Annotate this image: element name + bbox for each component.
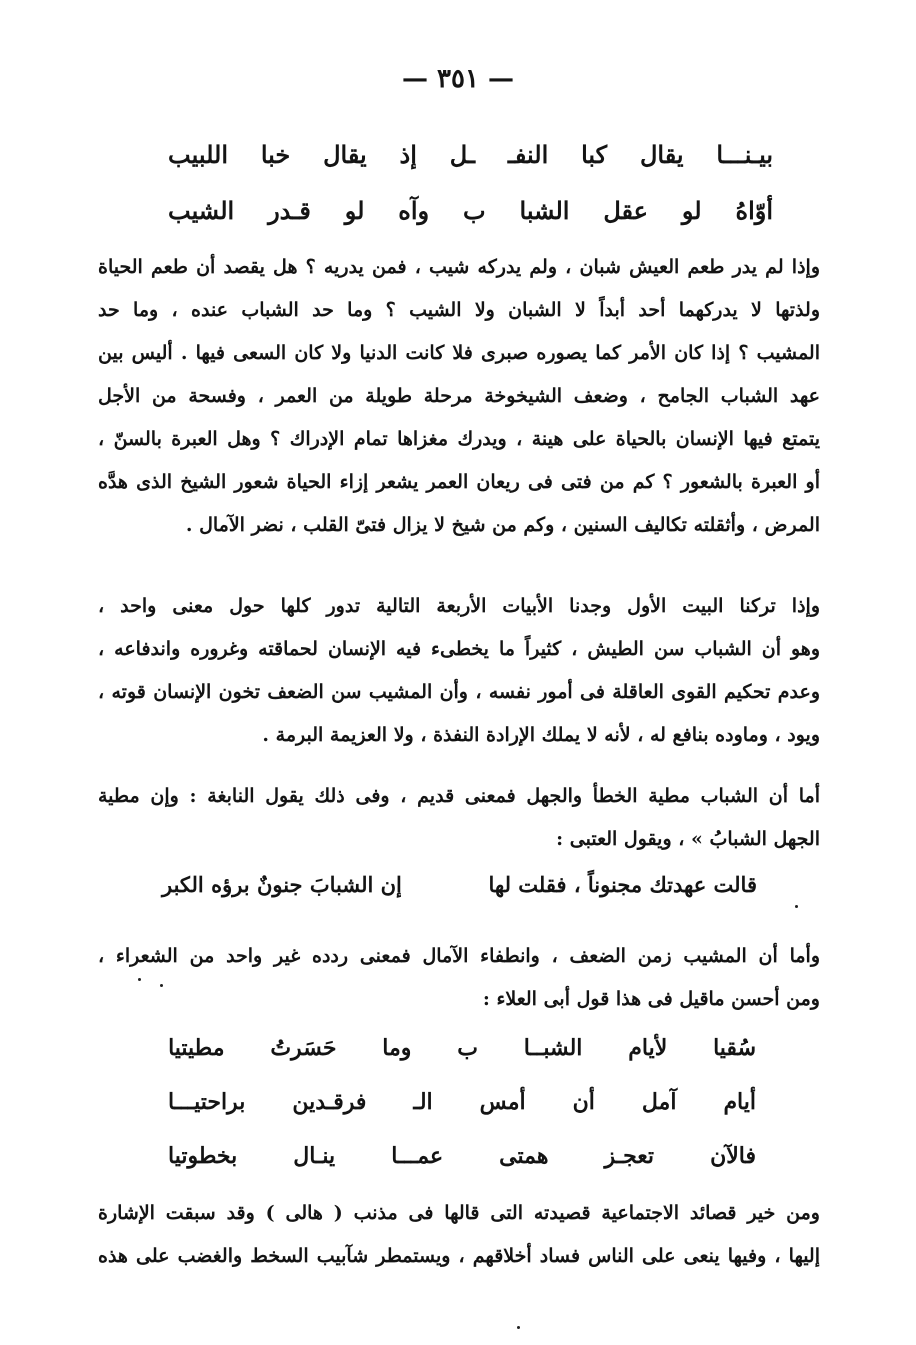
text-line: ومن أحسن ماقيل فى هذا قول أبى العلاء : <box>482 988 820 1010</box>
verse-word: سُقيا <box>713 1035 756 1061</box>
verse-word: عقل <box>603 196 648 225</box>
paragraph-2 <box>98 585 820 757</box>
verse-word: براحتيـــا <box>168 1089 246 1115</box>
verse-word: يقال <box>639 140 684 169</box>
verse-word: أيام <box>723 1089 756 1115</box>
text-line: ومن خير قصائد الاجتماعية قصيدته التى قالها فى مذنب ( هالى ) وقد سبقت الإشارة <box>98 1202 820 1224</box>
verse-word: إذ <box>399 140 417 169</box>
paragraph-4 <box>98 935 820 1021</box>
verse-word: بخطوتيا <box>168 1143 238 1169</box>
verse-hemistich: إن الشبابَ جنونٌ برؤه الكبر <box>162 872 402 897</box>
verse-word: خبا <box>260 140 291 169</box>
verse-word: عمـــا <box>391 1143 444 1169</box>
verse-word: وآه <box>398 196 430 225</box>
text-line: وهو أن الشباب سن الطيش ، كثيراً ما يخطىء فيه الإنسان لحماقته وغروره واندفاعه ، <box>98 638 820 660</box>
text-line: ولذتها لا يدركهما أحد أبداً لا الشبان ولا الشيب ؟ وما حد الشباب عنده ، وما حد <box>98 299 820 321</box>
verse-word: تعجـز <box>604 1143 655 1169</box>
verse-word: مطيتيا <box>168 1035 225 1061</box>
verse-word: الشبــا <box>523 1035 583 1061</box>
text-line: وعدم تحكيم القوى العاقلة فى أمور نفسه ، وأن المشيب سن الضعف تخون الإنسان قوته ، <box>98 681 820 703</box>
verse-word: اللبيب <box>168 140 228 169</box>
text-line: أما أن الشباب مطية الخطأ والجهل فمعنى قديم ، وفى ذلك يقول النابغة : وإن مطية <box>98 785 820 807</box>
verse-word: لو <box>344 196 365 225</box>
text-line: المشيب ؟ إذا كان الأمر كما يصوره صبرى فلا كانت الدنيا ولا كان السعى فيها . أليس بين <box>98 342 820 364</box>
verse-word: لو <box>681 196 702 225</box>
verse-word: كبا <box>581 140 608 169</box>
text-line: عهد الشباب الجامح ، وضعف الشيخوخة مرحلة طويلة من العمر ، وفسحة من الأجل <box>98 385 820 407</box>
verse-word: فالآن <box>710 1143 756 1169</box>
verse-word: حَسَرتُ <box>270 1035 337 1061</box>
print-speck <box>160 984 163 987</box>
verse-line-2 <box>168 196 773 225</box>
text-line: وإذا لم يدر طعم العيش شبان ، ولم يدركه شيب ، فمن يدريه ؟ هل يقصد أن طعم الحياة <box>98 256 820 278</box>
text-line: يتمتع فيها الإنسان بالحياة على هينة ، ويدرك مغزاها تمام الإدراك ؟ وهل العبرة بالسنّ ، <box>98 428 820 450</box>
print-speck <box>795 905 798 908</box>
verse-word: ـل <box>449 140 475 169</box>
verse-line-4 <box>168 1035 756 1061</box>
verse-word: أوّاهُ <box>735 196 773 225</box>
verse-hemistich: قالت عهدتك مجنوناً ، فقلت لها <box>488 872 757 897</box>
verse-word: فرقـدين <box>292 1089 367 1115</box>
verse-word: النفـ <box>507 140 549 169</box>
verse-line-1 <box>168 140 773 169</box>
verse-word: الشبا <box>519 196 570 225</box>
verse-word: أن <box>572 1089 595 1115</box>
verse-word: أمس <box>479 1089 526 1115</box>
verse-word: الـ <box>413 1089 433 1115</box>
verse-word: لأيام <box>628 1035 668 1061</box>
text-line: ويود ، وماوده بنافع له ، لأنه لا يملك الإرادة النفذة ، ولا العزيمة البرمة . <box>262 724 820 746</box>
text-line: وإذا تركنا البيت الأول وجدنا الأبيات الأربعة التالية تدور كلها حول معنى واحد ، <box>98 595 820 617</box>
paragraph-3 <box>98 775 820 861</box>
paragraph-1 <box>98 246 820 547</box>
verse-word: الشيب <box>168 196 235 225</box>
verse-line-3 <box>162 872 757 897</box>
verse-word: وما <box>382 1035 412 1061</box>
verse-word: ب <box>457 1035 478 1061</box>
print-speck <box>138 978 141 981</box>
page-number: — ٣٥١ — <box>401 64 515 94</box>
text-line: الجهل الشبابُ » ، ويقول العتبى : <box>556 828 820 850</box>
verse-line-5 <box>168 1089 756 1115</box>
verse-word: ب <box>463 196 486 225</box>
text-line: المرض ، وأثقلته تكاليف السنين ، وكم من شيخ لا يزال فتىّ القلب ، نضر الآمال . <box>185 514 820 536</box>
text-line: وأما أن المشيب زمن الضعف ، وانطفاء الآمال فمعنى ردده غير واحد من الشعراء ، <box>98 945 820 967</box>
verse-word: يقال <box>323 140 367 169</box>
verse-word: همتى <box>499 1143 549 1169</box>
verse-line-6 <box>168 1143 756 1169</box>
verse-word: آمل <box>641 1089 677 1115</box>
paragraph-5 <box>98 1192 820 1278</box>
text-line: أو العبرة بالشعور ؟ كم من فتى فى ريعان العمر يشعر إزاء الحياة شعور الشيخ الذى هدَّه <box>98 471 820 493</box>
print-speck <box>517 1326 520 1329</box>
verse-word: قـدر <box>268 196 311 225</box>
verse-word: بيـنـــا <box>716 140 773 169</box>
text-line: إليها ، وفيها ينعى على الناس فساد أخلاقهم ، ويستمطر شآبيب السخط والغضب على هذه <box>98 1245 820 1267</box>
verse-word: ينـال <box>293 1143 336 1169</box>
